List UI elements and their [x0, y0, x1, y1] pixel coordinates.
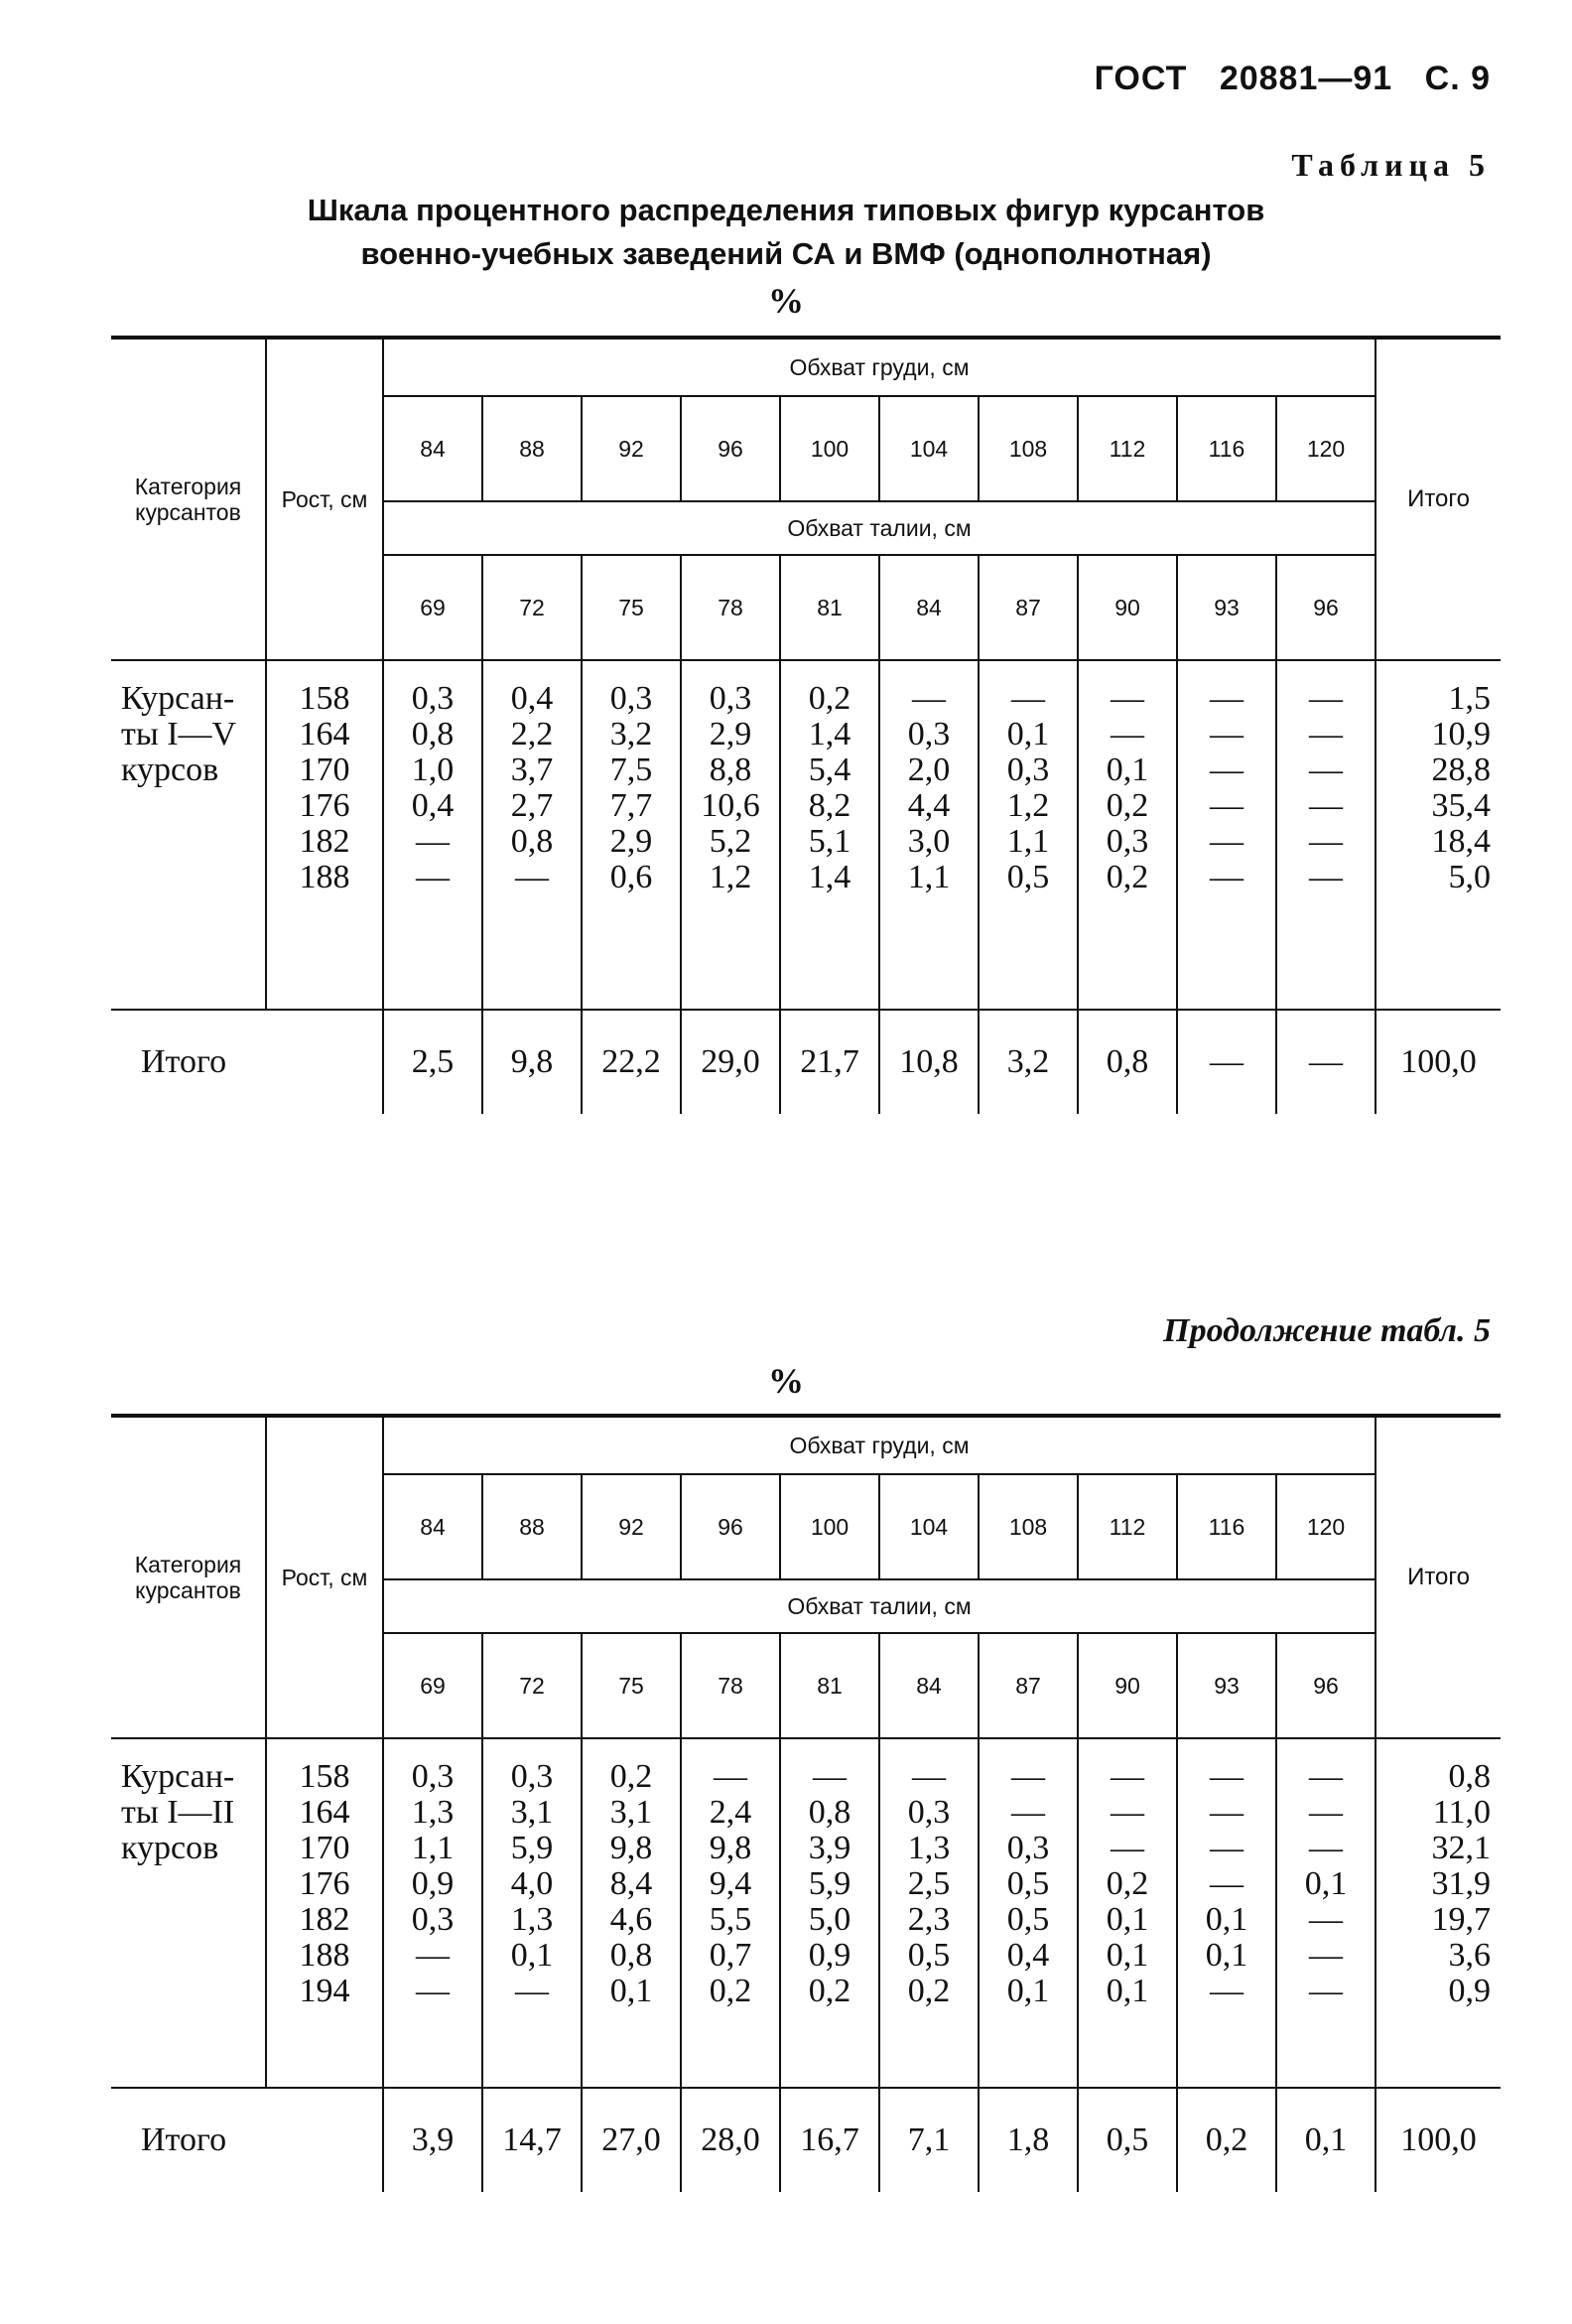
waist-size: 81 — [780, 555, 879, 660]
chest-size: 92 — [582, 1474, 681, 1579]
value-column: — — — — — — — [1177, 660, 1276, 1010]
waist-size: 90 — [1078, 555, 1177, 660]
value-column: — — — 0,1 — — — — [1276, 1738, 1376, 2088]
chest-size: 100 — [780, 1474, 879, 1579]
standard-number: 20881—91 — [1219, 60, 1393, 97]
chest-size: 100 — [780, 396, 879, 501]
value-column: 0,3 3,1 5,9 4,0 1,3 0,1 — — [482, 1738, 582, 2088]
value-column: — 0,1 0,3 1,2 1,1 0,5 — [979, 660, 1078, 1010]
value-column: 0,2 3,1 9,8 8,4 4,6 0,8 0,1 — [582, 1738, 681, 2088]
waist-size: 87 — [979, 555, 1078, 660]
value-column: — — 0,1 0,2 0,3 0,2 — [1078, 660, 1177, 1010]
waist-size: 96 — [1276, 555, 1376, 660]
waist-size: 72 — [482, 1633, 582, 1738]
page-number: С. 9 — [1424, 60, 1491, 97]
chest-size: 96 — [681, 1474, 780, 1579]
value-column: — — — 0,2 0,1 0,1 0,1 — [1078, 1738, 1177, 2088]
total-row-label: Итого — [141, 2121, 227, 2158]
column-total: 29,0 — [681, 1010, 780, 1114]
column-total: 2,5 — [383, 1010, 482, 1114]
table-title-line1: Шкала процентного распределения типовых фигур курсантов — [307, 193, 1265, 227]
value-column: — 0,3 2,0 4,4 3,0 1,1 — [879, 660, 979, 1010]
total-header: Итого — [1376, 338, 1501, 660]
column-total: 0,8 — [1078, 1010, 1177, 1114]
continuation-label: Продолжение табл. 5 — [1163, 1312, 1491, 1349]
column-total: 14,7 — [482, 2088, 582, 2192]
table-title-line2: военно-учебных заведений СА и ВМФ (однополнотная) — [360, 236, 1212, 271]
height-cell: 158 164 170 176 182 188 — [266, 660, 383, 1010]
value-column: 0,3 3,2 7,5 7,7 2,9 0,6 — [582, 660, 681, 1010]
waist-size: 75 — [582, 555, 681, 660]
waist-size: 78 — [681, 555, 780, 660]
chest-size: 88 — [482, 396, 582, 501]
chest-size: 112 — [1078, 396, 1177, 501]
category-header: Категория курсантов — [134, 474, 242, 525]
distribution-table — [111, 336, 1501, 1114]
column-total: 0,5 — [1078, 2088, 1177, 2192]
value-column: — 0,3 1,3 2,5 2,3 0,5 0,2 — [879, 1738, 979, 2088]
waist-group-header: Обхват талии, см — [383, 501, 1376, 555]
category-header: Категория курсантов — [134, 1552, 242, 1603]
waist-size: 75 — [582, 1633, 681, 1738]
value-column: — 2,4 9,8 9,4 5,5 0,7 0,2 — [681, 1738, 780, 2088]
waist-size: 93 — [1177, 555, 1276, 660]
column-total: 7,1 — [879, 2088, 979, 2192]
column-total: — — [1276, 1010, 1376, 1114]
column-total: 22,2 — [582, 1010, 681, 1114]
row-total-column: 1,5 10,9 28,8 35,4 18,4 5,0 — [1376, 660, 1501, 1010]
column-total: 0,1 — [1276, 2088, 1376, 2192]
chest-size: 116 — [1177, 1474, 1276, 1579]
grand-total: 100,0 — [1376, 2088, 1501, 2192]
standard-label: ГОСТ — [1094, 60, 1188, 97]
waist-size: 69 — [383, 1633, 482, 1738]
row-total-column: 0,8 11,0 32,1 31,9 19,7 3,6 0,9 — [1376, 1738, 1501, 2088]
waist-size: 90 — [1078, 1633, 1177, 1738]
chest-size: 116 — [1177, 396, 1276, 501]
grand-total: 100,0 — [1376, 1010, 1501, 1114]
column-total: 1,8 — [979, 2088, 1078, 2192]
column-total: — — [1177, 1010, 1276, 1114]
chest-group-header: Обхват груди, см — [383, 1416, 1376, 1474]
chest-size: 84 — [383, 1474, 482, 1579]
column-total: 0,2 — [1177, 2088, 1276, 2192]
waist-size: 69 — [383, 555, 482, 660]
table-label: Таблица 5 — [1291, 147, 1491, 183]
chest-size: 84 — [383, 396, 482, 501]
column-total: 9,8 — [482, 1010, 582, 1114]
column-total: 28,0 — [681, 2088, 780, 2192]
table-title — [0, 189, 1572, 276]
chest-size: 108 — [979, 396, 1078, 501]
category-cell: Курсан- ты I—V курсов — [121, 680, 237, 788]
waist-size: 87 — [979, 1633, 1078, 1738]
value-column: 0,3 1,3 1,1 0,9 0,3 — — — [383, 1738, 482, 2088]
height-header: Рост, см — [266, 1416, 383, 1738]
column-total: 3,9 — [383, 2088, 482, 2192]
chest-size: 108 — [979, 1474, 1078, 1579]
value-column: — — 0,3 0,5 0,5 0,4 0,1 — [979, 1738, 1078, 2088]
value-column: 0,2 1,4 5,4 8,2 5,1 1,4 — [780, 660, 879, 1010]
chest-size: 92 — [582, 396, 681, 501]
height-cell: 158 164 170 176 182 188 194 — [266, 1738, 383, 2088]
chest-size: 104 — [879, 396, 979, 501]
waist-size: 84 — [879, 1633, 979, 1738]
chest-size: 96 — [681, 396, 780, 501]
value-column: — — — — — — — [1276, 660, 1376, 1010]
chest-size: 120 — [1276, 396, 1376, 501]
value-column: 0,3 0,8 1,0 0,4 — — — [383, 660, 482, 1010]
column-total: 16,7 — [780, 2088, 879, 2192]
waist-size: 81 — [780, 1633, 879, 1738]
total-header: Итого — [1376, 1416, 1501, 1738]
percent-unit-continued: % — [768, 1361, 804, 1401]
waist-size: 96 — [1276, 1633, 1376, 1738]
column-total: 3,2 — [979, 1010, 1078, 1114]
chest-size: 104 — [879, 1474, 979, 1579]
category-cell: Курсан- ты I—II курсов — [121, 1758, 235, 1866]
distribution-table-continued — [111, 1414, 1501, 2192]
column-total: 21,7 — [780, 1010, 879, 1114]
percent-unit: % — [768, 281, 804, 321]
value-column: — 0,8 3,9 5,9 5,0 0,9 0,2 — [780, 1738, 879, 2088]
page-header — [1073, 60, 1491, 98]
column-total: 27,0 — [582, 2088, 681, 2192]
chest-size: 120 — [1276, 1474, 1376, 1579]
value-column: 0,4 2,2 3,7 2,7 0,8 — — [482, 660, 582, 1010]
chest-size: 88 — [482, 1474, 582, 1579]
waist-size: 84 — [879, 555, 979, 660]
waist-size: 72 — [482, 555, 582, 660]
waist-size: 93 — [1177, 1633, 1276, 1738]
column-total: 10,8 — [879, 1010, 979, 1114]
waist-group-header: Обхват талии, см — [383, 1579, 1376, 1633]
value-column: 0,3 2,9 8,8 10,6 5,2 1,2 — [681, 660, 780, 1010]
value-column: — — — — 0,1 0,1 — — [1177, 1738, 1276, 2088]
waist-size: 78 — [681, 1633, 780, 1738]
chest-size: 112 — [1078, 1474, 1177, 1579]
total-row-label: Итого — [141, 1043, 227, 1080]
height-header: Рост, см — [266, 338, 383, 660]
chest-group-header: Обхват груди, см — [383, 338, 1376, 396]
